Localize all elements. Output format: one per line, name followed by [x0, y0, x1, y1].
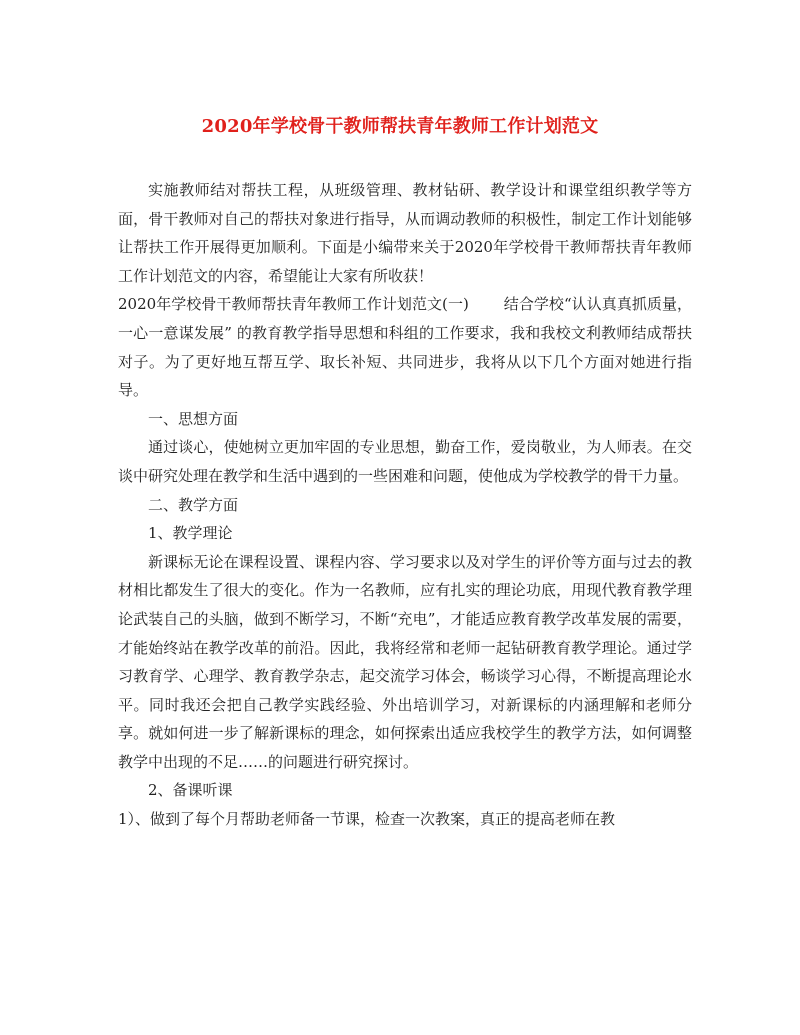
document-body [118, 176, 692, 834]
page-title: 2020年学校骨干教师帮扶青年教师工作计划范文 [201, 116, 599, 137]
subsection-heading-theory: 1、教学理论 [148, 524, 233, 543]
paragraph-theory: 新课标无论在课程设置、课程内容、学习要求以及对学生的评价等方面与过去的教材相比都发生了很大的变化。作为一名教师，应有扎实的理论功底，用现代教育教学理论武装自己的头脑，做到不断学习，不断“充电”，才能适应教育教学改革发展的需要，才能始终站在教学改革的前沿。因此，我将经常和老师一起钻研教育教学理论。通过学习教育学、心理学、教育教学杂志，起交流学习体会，畅谈学习心得，不断提高理论水平。同时我还会把自己教学实践经验、外出培训学习，对新课标的内涵理解和老师分享。就如何进一步了解新课标的理念，如何探索出适应我校学生的教学方法，如何调整教学中出现的不足……的问题进行研究探讨。 [118, 552, 692, 771]
section-heading-teaching: 二、教学方面 [148, 495, 239, 514]
paragraph-plan-heading: 2020年学校骨干教师帮扶青年教师工作计划范文(一) 结合学校“认认真真抓质量，一心一意谋发展” 的教育教学指导思想和科组的工作要求，我和我校文利教师结成帮扶对子。为了更好地互帮互学、取长补短、共同进步，我将从以下几个方面对她进行指导。 [118, 295, 692, 400]
subsection-heading-lesson-prep: 2、备课听课 [148, 781, 233, 800]
paragraph-intro: 实施教师结对帮扶工程，从班级管理、教材钻研、教学设计和课堂组织教学等方面，骨干教师对自己的帮扶对象进行指导，从而调动教师的积极性，制定工作计划能够让帮扶工作开展得更加顺利。下面是小编带来关于2020年学校骨干教师帮扶青年教师工作计划范文的内容，希望能让大家有所收获！ [118, 181, 692, 285]
paragraph-thought: 通过谈心，使她树立更加牢固的专业思想，勤奋工作，爱岗敬业，为人师表。在交谈中研究处理在教学和生活中遇到的一些困难和问题，使他成为学校教学的骨干力量。 [118, 438, 692, 485]
section-heading-thought: 一、思想方面 [148, 409, 239, 428]
paragraph-lesson-prep: 1）、做到了每个月帮助老师备一节课，检查一次教案，真正的提高老师在教 [118, 810, 616, 829]
